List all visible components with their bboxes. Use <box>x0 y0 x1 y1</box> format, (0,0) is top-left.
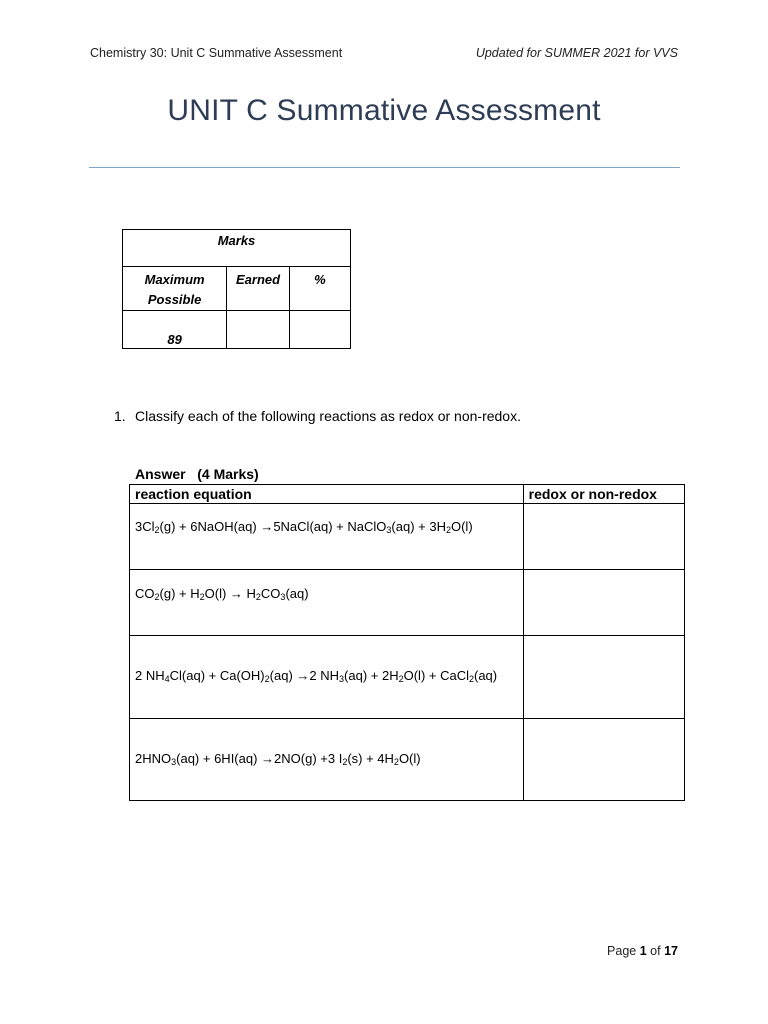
marks-heading: Marks <box>123 230 351 267</box>
marks-col-maximum-line2: Possible <box>147 292 202 307</box>
question-number: 1. <box>114 408 126 424</box>
question-1 <box>114 408 521 424</box>
marks-col-maximum <box>123 267 227 311</box>
reaction-equation-cell <box>130 504 524 570</box>
reaction-equation: $CO_2(g) + H_2O(l) \to H_2CO_3(aq)$ <box>135 586 309 602</box>
classification-answer-cell[interactable] <box>523 570 684 636</box>
marks-table <box>122 229 351 349</box>
subscript: 2 <box>154 525 160 535</box>
subscript: 3 <box>280 592 286 602</box>
reaction-equation-cell <box>130 570 524 636</box>
marks-col-percent: % <box>289 267 350 311</box>
reaction-row <box>130 719 685 801</box>
subscript: 2 <box>199 592 205 602</box>
reaction-equation: $2HNO_3(aq) + 6HI(aq) \to 2NO(g) +3$ $I_2(s) + 4H_2O(l)$ <box>135 751 421 767</box>
classification-answer-cell[interactable] <box>523 719 684 801</box>
subscript: 2 <box>255 592 261 602</box>
header-update-note: Updated for SUMMER 2021 for VVS <box>475 46 678 60</box>
subscript: 4 <box>164 674 170 684</box>
reaction-row <box>130 570 685 636</box>
reaction-equation: 2 $NH_4Cl(aq) + Ca(OH)_2(aq) \to 2$ $NH_3(aq) + 2H_2O(l)$ + CaCl$_2$(aq) <box>135 668 498 684</box>
question-text: Classify each of the following reactions as redox or non-redox. <box>135 408 521 424</box>
subscript: 2 <box>398 674 404 684</box>
marks-col-earned: Earned <box>227 267 290 311</box>
reaction-row <box>130 636 685 719</box>
subscript: 2 <box>154 592 160 602</box>
subscript: 2 <box>445 525 451 535</box>
reaction-equation-cell <box>130 719 524 801</box>
classification-answer-cell[interactable] <box>523 636 684 719</box>
col-header-classification: redox or non-redox <box>523 485 684 504</box>
header-course-title: Chemistry 30: Unit C Summative Assessment <box>90 46 343 60</box>
col-header-equation: reaction equation <box>130 485 524 504</box>
page-of-word: of <box>650 944 661 958</box>
page-word: Page <box>607 944 637 958</box>
subscript: 3 <box>386 525 392 535</box>
title-divider <box>89 167 680 168</box>
page-number <box>607 944 678 958</box>
page-current: 1 <box>639 944 647 958</box>
subscript: 2 <box>342 757 348 767</box>
marks-maximum-value: 89 <box>123 311 227 349</box>
classification-answer-cell[interactable] <box>523 504 684 570</box>
marks-percent-cell[interactable] <box>289 311 350 349</box>
subscript: 2 <box>393 757 399 767</box>
subscript: 2 <box>264 674 270 684</box>
reaction-equation: $3Cl_2(g)$ + 6NaOH(aq) →5NaCl(aq) + NaClO$_3$(aq) + $3H_2O(l)$ <box>135 519 473 535</box>
page-total: 17 <box>664 944 678 958</box>
marks-col-maximum-line1: Maximum <box>144 272 205 287</box>
page-title: UNIT C Summative Assessment <box>167 94 601 127</box>
answer-label: Answer (4 Marks) <box>135 466 259 482</box>
subscript: 3 <box>339 674 345 684</box>
reaction-row <box>130 504 685 570</box>
reaction-equation-cell <box>130 636 524 719</box>
marks-earned-cell[interactable] <box>227 311 290 349</box>
subscript: 3 <box>171 757 177 767</box>
subscript: 2 <box>468 674 474 684</box>
reaction-table <box>129 484 685 801</box>
